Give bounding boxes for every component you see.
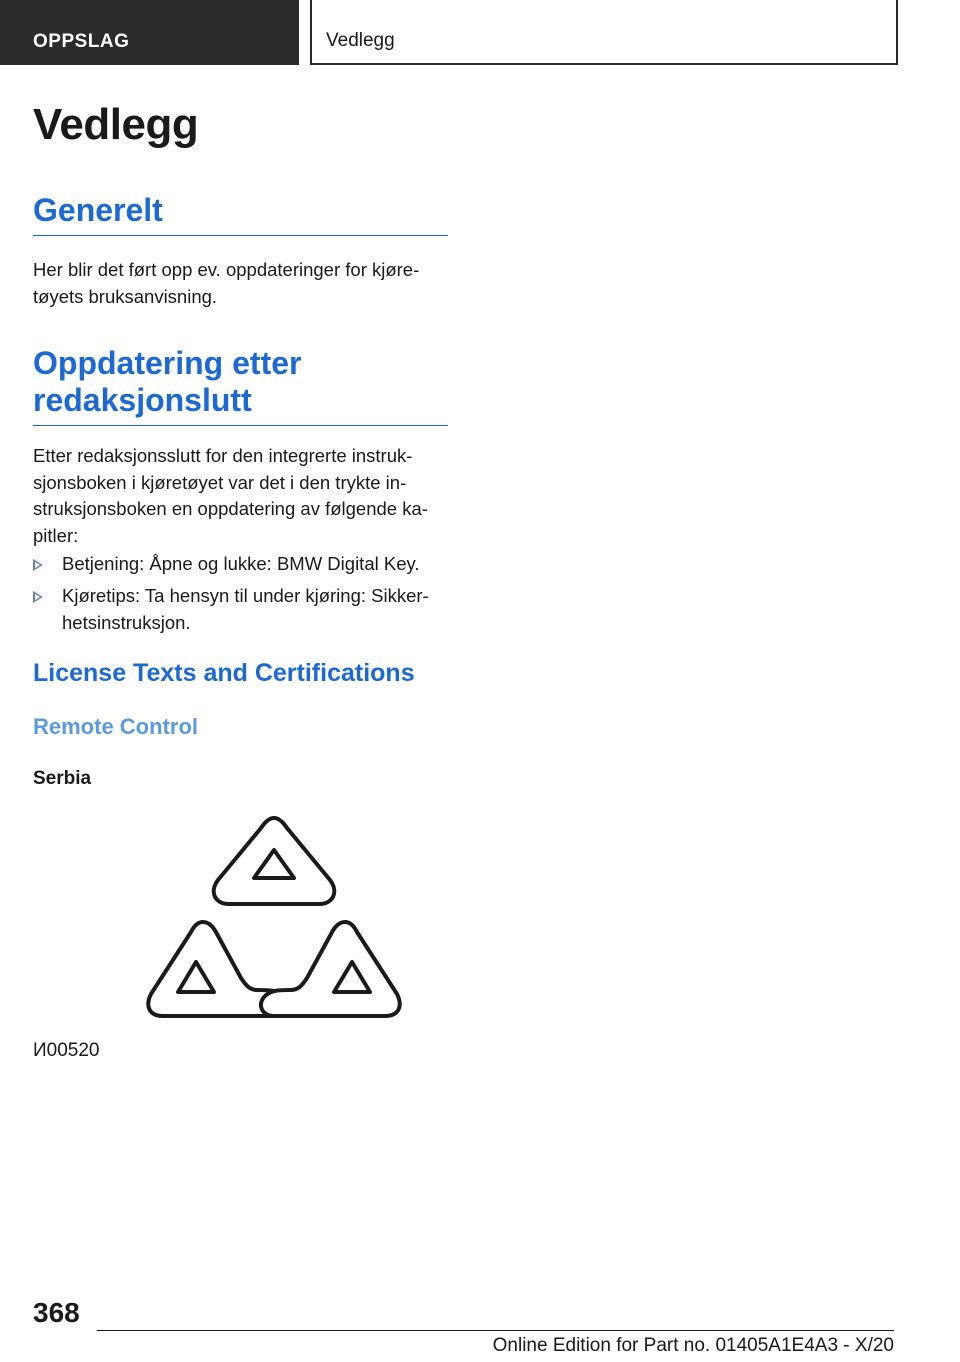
- heading-general: Generelt: [33, 192, 448, 236]
- footer-divider: [97, 1330, 894, 1331]
- heading-license: License Texts and Certifications: [33, 659, 415, 687]
- triangle-bullet-icon: [33, 591, 43, 603]
- list-item-line: hetsinstruksjon.: [62, 611, 191, 633]
- general-text: [33, 257, 448, 310]
- heading-update-line: Oppdatering etter: [33, 345, 302, 381]
- header-chapter-box: [310, 0, 898, 65]
- triangle-bullet-icon: [33, 559, 43, 571]
- general-text-line: tøyets bruksanvisning.: [33, 285, 218, 307]
- update-text: [33, 443, 448, 549]
- country-label: Serbia: [33, 768, 92, 789]
- header-chapter-label: Vedlegg: [326, 30, 395, 51]
- list-item-text: Betjening: Åpne og lukke: BMW Digital Key.: [62, 553, 420, 574]
- update-text-line: sjonsboken i kjøretøyet var det i den trykte in-: [33, 471, 407, 493]
- header-section-tab: [0, 0, 299, 65]
- page-number: 368: [33, 1297, 80, 1328]
- header-section-label: OPPSLAG: [33, 31, 130, 52]
- heading-update: [33, 345, 448, 426]
- approval-code: И00520: [33, 1040, 100, 1061]
- update-text-line: Etter redaksjonsslutt for den integrerte instruk-: [33, 445, 413, 466]
- list-item-line: Kjøretips: Ta hensyn til under kjøring: Sikker-: [62, 585, 429, 606]
- general-text-line: Her blir det ført opp ev. oppdateringer for kjøre-: [33, 259, 420, 280]
- page-title: Vedlegg: [33, 100, 199, 149]
- serbian-certification-mark: [143, 812, 405, 1022]
- update-text-line: struksjonsboken en oppdatering av følgende ka-: [33, 498, 428, 519]
- update-text-line: pitler:: [33, 524, 79, 546]
- footer-edition: Online Edition for Part no. 01405A1E4A3 - X/20: [492, 1335, 894, 1356]
- heading-update-line: redaksjonslutt: [33, 382, 252, 418]
- subheading-remote-control: Remote Control: [33, 714, 198, 739]
- list-item-text: [62, 583, 452, 636]
